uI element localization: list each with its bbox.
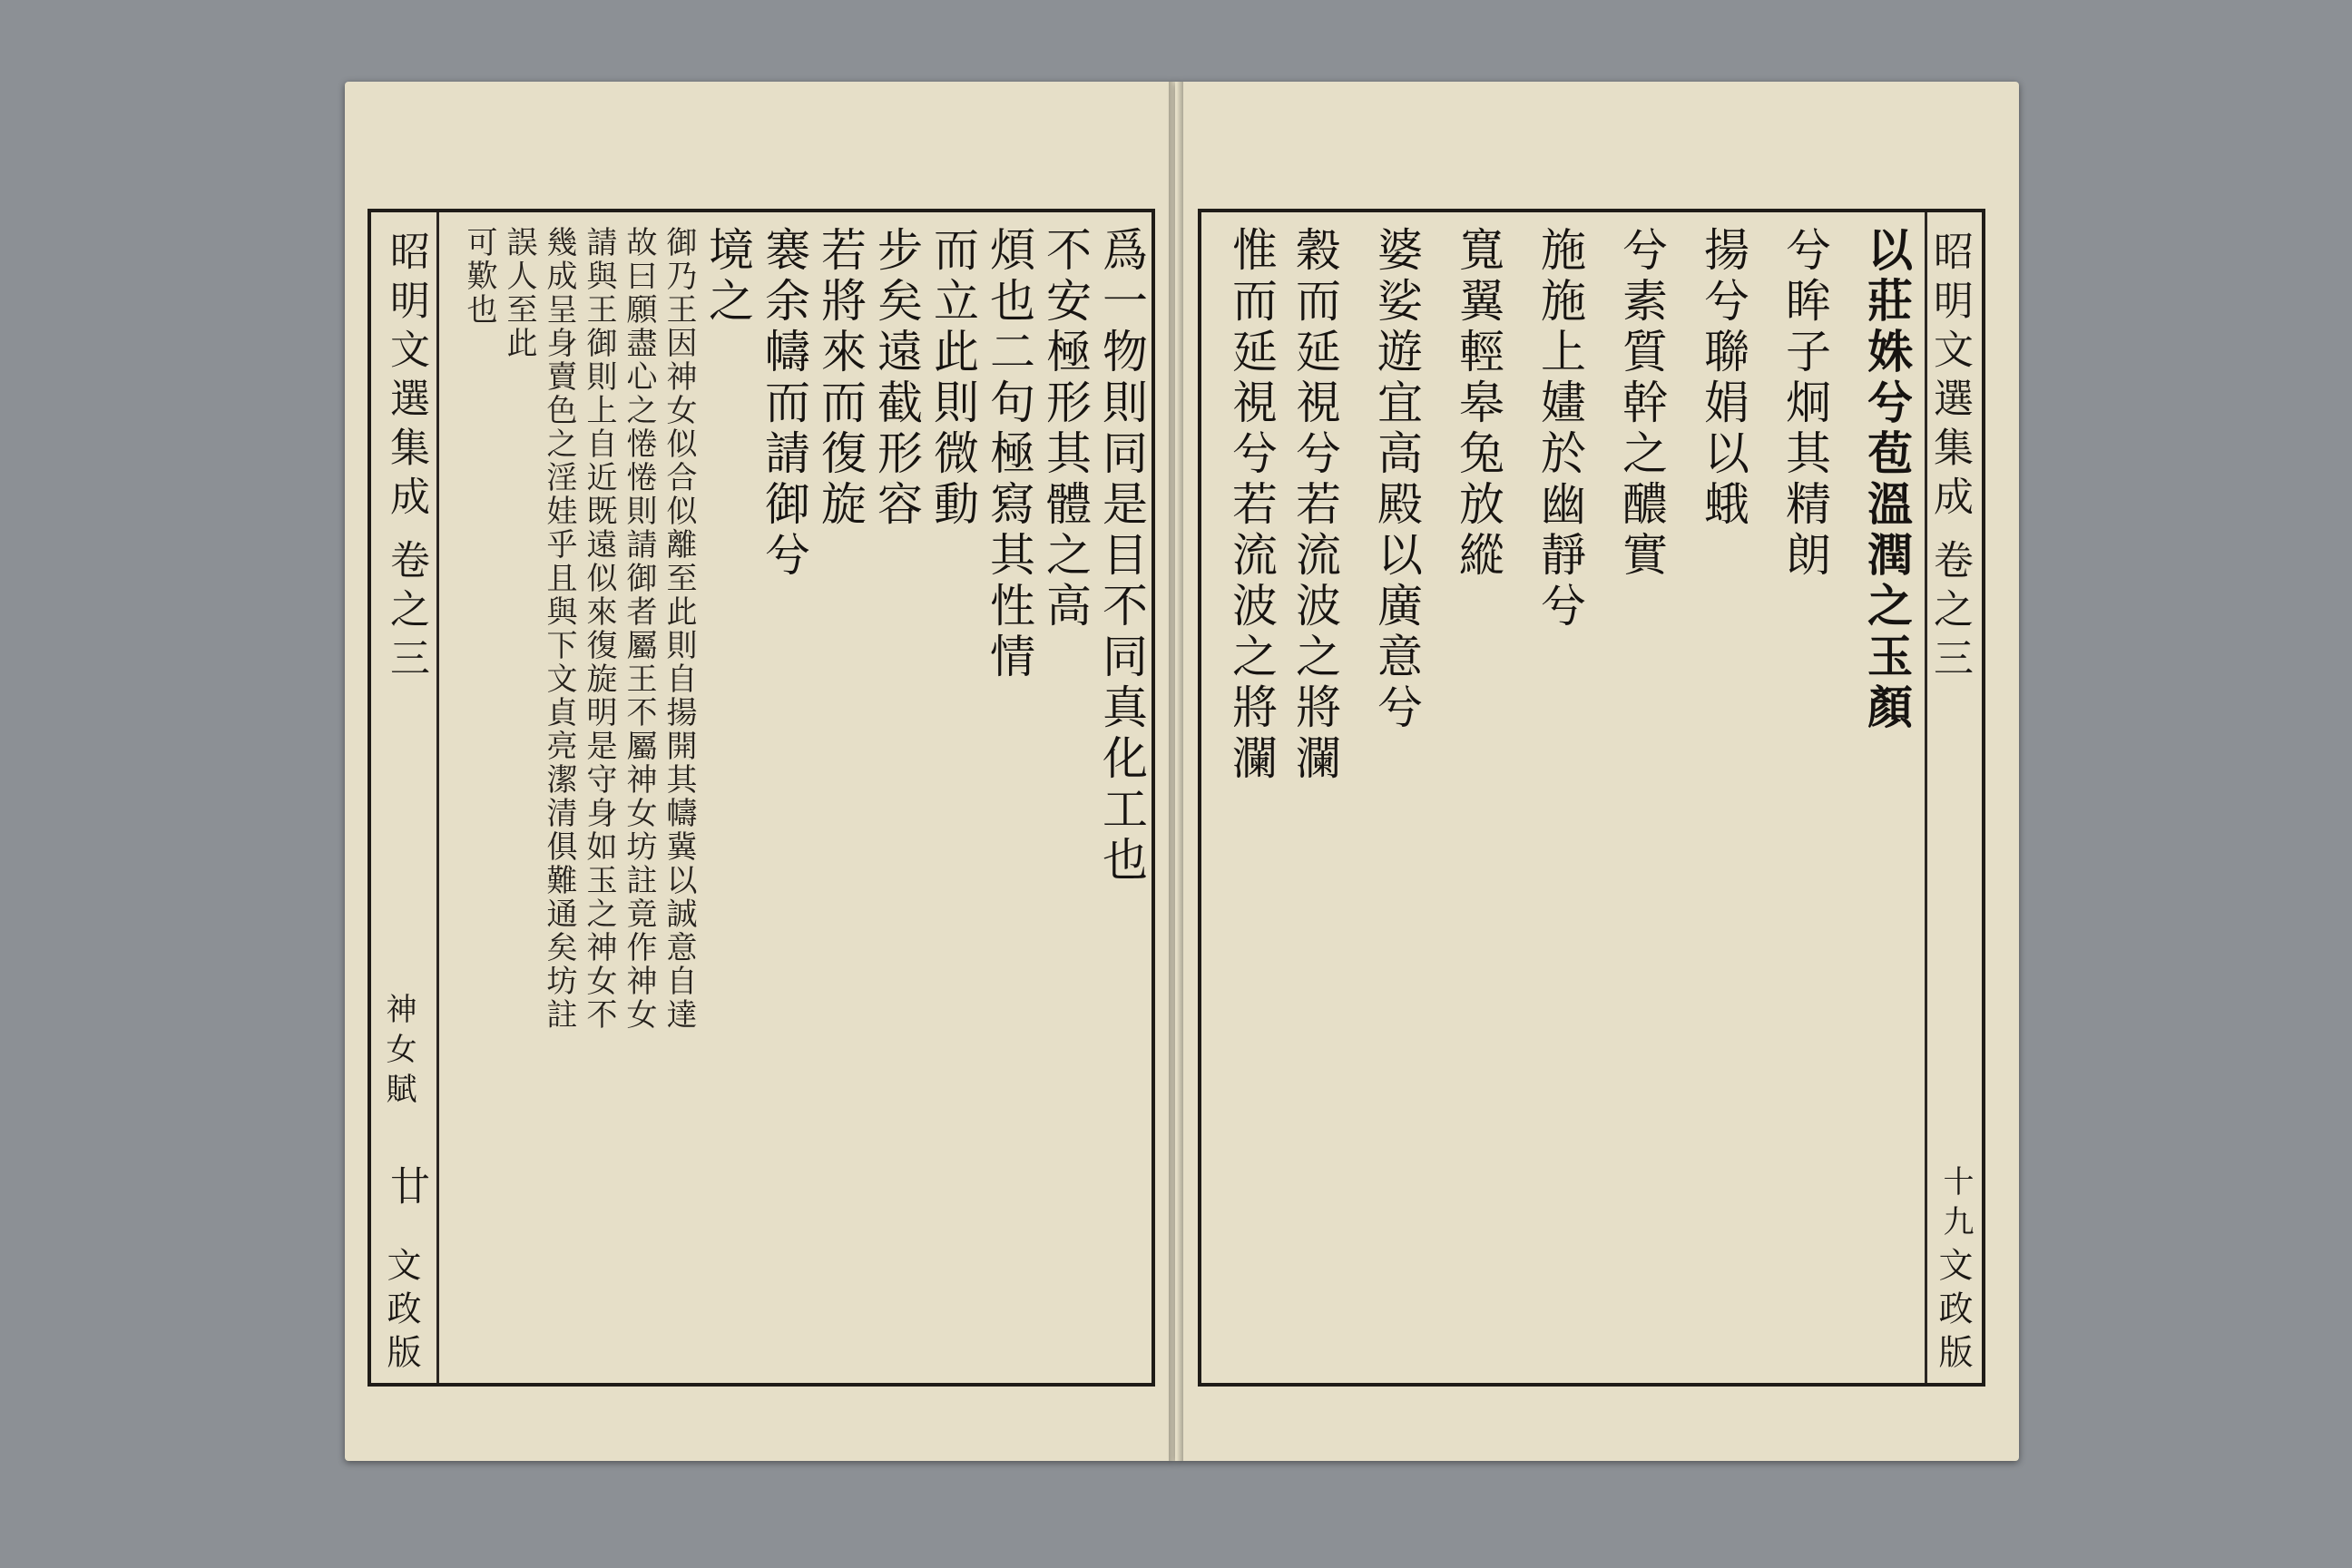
- book-gutter: [1169, 82, 1183, 1461]
- right-col-3: 揚兮聯娟以蛾: [1697, 226, 1749, 531]
- right-text-frame: [1198, 209, 1985, 1387]
- right-col-1: 以莊姝兮苞溫潤之玉顏: [1860, 226, 1914, 734]
- left-col-12: 幾成呈身賣色之淫娃乎且與下文貞亮潔清俱難通矣坊註: [541, 226, 577, 1032]
- left-margin-folio: 廿: [383, 1165, 429, 1214]
- left-col-14: 可歎也: [461, 226, 497, 327]
- left-col-4: 而立此則微動: [926, 226, 979, 531]
- left-col-5: 步矣遠截形容: [870, 226, 923, 531]
- left-col-7: 褰余幬而請御兮: [758, 226, 810, 582]
- left-col-1: 爲一物則同是目不同真化工也: [1095, 226, 1148, 887]
- left-page: [345, 82, 1175, 1461]
- left-text-frame: [368, 209, 1155, 1387]
- right-col-2: 兮眸子炯其精朗: [1779, 226, 1831, 582]
- right-margin-publisher: 文政版: [1933, 1247, 1973, 1377]
- left-margin-rule: [436, 212, 439, 1383]
- left-col-6: 若將來而復旋: [814, 226, 867, 531]
- right-col-6: 寬翼輕皋兔放縱: [1452, 226, 1504, 582]
- left-margin-volume: 卷之三: [383, 539, 429, 686]
- left-margin-section: 神女賦: [380, 993, 416, 1112]
- left-col-10: 故曰願盡心之惓惓則請御者屬王不屬神女坊註竟作神女: [621, 226, 657, 1032]
- left-col-9: 御乃王因神女似合似離至此則自揚開其幬冀以誠意自達: [661, 226, 697, 1032]
- right-margin-title: 昭明文選集成: [1926, 230, 1973, 524]
- right-col-8: 穀而延視兮若流波之將瀾: [1289, 226, 1341, 785]
- right-col-5: 施施上嫿於幽靜兮: [1534, 226, 1586, 632]
- left-col-2: 不安極形其體之高: [1039, 226, 1092, 632]
- right-col-9: 惟而延視兮若流波之將瀾: [1225, 226, 1278, 785]
- right-margin-folio: 十九: [1937, 1165, 1974, 1245]
- left-col-8: 境之: [701, 226, 754, 328]
- left-col-13: 誤人至此: [501, 226, 537, 360]
- right-col-7: 婆娑遊宜高殿以廣意兮: [1370, 226, 1423, 734]
- left-margin-title: 昭明文選集成: [383, 230, 429, 524]
- open-book: [345, 82, 2019, 1461]
- left-margin-publisher: 文政版: [381, 1247, 421, 1377]
- right-col-4: 兮素質幹之醲實: [1615, 226, 1668, 582]
- left-col-11: 請與王御則上自近既遠似來復旋明是守身如玉之神女不: [581, 226, 617, 1032]
- right-page: [1175, 82, 2019, 1461]
- right-margin-volume: 卷之三: [1926, 539, 1973, 686]
- left-col-3: 煩也二句極寫其性情: [983, 226, 1035, 683]
